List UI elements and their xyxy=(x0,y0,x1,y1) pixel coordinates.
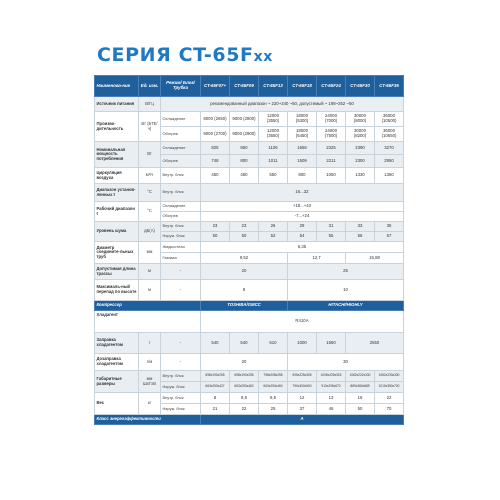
cell: 540 xyxy=(230,333,259,354)
cell: 663x253x427 xyxy=(201,382,230,393)
cell: 31 xyxy=(317,222,346,232)
header-model: CT-65F24 xyxy=(317,76,346,97)
row-mode: Охлаждение xyxy=(161,142,201,155)
cell: 748 xyxy=(201,155,230,168)
cell: 12000 (3550) xyxy=(259,112,288,127)
cell: 800 xyxy=(288,168,317,184)
cell: 798x208x255 xyxy=(259,371,288,382)
row-dimensions-in xyxy=(95,371,404,382)
compressor-label: Компрессор xyxy=(95,301,201,311)
cell: 22 xyxy=(375,393,404,404)
cell: 1330 xyxy=(346,168,375,184)
energy-value: A xyxy=(201,415,404,425)
compressor-value: HITACHI/HIGHLY xyxy=(288,301,404,311)
cell: 8 xyxy=(201,393,230,404)
cell: 1050 xyxy=(317,168,346,184)
cell: 450 xyxy=(201,168,230,184)
row-mode: Охлаждение xyxy=(161,202,201,212)
row-addcharge xyxy=(95,354,404,371)
cell: 1082x222x330 xyxy=(346,371,375,382)
row-refrigerant xyxy=(95,311,404,333)
cell: 2550 xyxy=(346,333,404,354)
cell: 2300 xyxy=(346,155,375,168)
cell: 33 xyxy=(346,222,375,232)
refrigerant-value: R410A xyxy=(201,311,404,333)
row-mode: Внутр. блок xyxy=(161,393,201,404)
cell: 663x253x460 xyxy=(259,382,288,393)
row-pipelen xyxy=(95,264,404,280)
row-mode: Внутр. блок xyxy=(161,184,201,202)
cell: 2325 xyxy=(317,142,346,155)
cell: 18000 (5450) xyxy=(288,127,317,142)
row-label: Допустимая длина трассы xyxy=(95,264,139,280)
row-label: Номинальная мощность потребления xyxy=(95,142,139,168)
cell: 36 xyxy=(375,222,404,232)
cell: 9,5 xyxy=(259,393,288,404)
row-unit: °С xyxy=(139,202,161,222)
pipelen-value: 25 xyxy=(288,264,404,280)
addcharge-value: 30 xyxy=(288,354,404,371)
row-weight-in xyxy=(95,393,404,404)
cell: 24000 (7500) xyxy=(317,127,346,142)
cell: 30000 (8000) xyxy=(346,112,375,127)
table-header xyxy=(95,76,404,97)
refrigerant-label: Хладагент xyxy=(95,311,201,333)
cell: 905x225x305 xyxy=(288,371,317,382)
cell: 550 xyxy=(259,168,288,184)
row-mode: - xyxy=(161,280,201,301)
row-pipes-liquid xyxy=(95,242,404,253)
cell: 2211 xyxy=(317,155,346,168)
cell: 1350 xyxy=(375,168,404,184)
row-capacity-cool xyxy=(95,112,404,127)
cell: 860 xyxy=(230,142,259,155)
row-mode: Наруж. блок xyxy=(161,404,201,415)
cell: 825 xyxy=(201,142,230,155)
cell: 37 xyxy=(288,404,317,415)
row-label: Габаритные размеры xyxy=(95,371,139,393)
row-label: Уровень шума xyxy=(95,222,139,242)
row-mode: Газовая xyxy=(161,253,201,264)
row-unit: кг xyxy=(139,393,161,415)
row-energy xyxy=(95,415,404,425)
header-unit: Ед. изм. xyxy=(139,76,161,97)
cell: 663x253x460 xyxy=(230,382,259,393)
setrange-value: 16...32 xyxy=(201,184,404,202)
cell: 2390 xyxy=(346,142,375,155)
row-label: Произво-дительность xyxy=(95,112,139,142)
cell: 46 xyxy=(317,404,346,415)
pipes-liquid-value: 6,35 xyxy=(201,242,404,253)
cell: 70 xyxy=(375,404,404,415)
pipes-gas-value: 12,7 xyxy=(288,253,346,264)
cell: 18000 (5300) xyxy=(288,112,317,127)
cell: 910x295x670 xyxy=(317,382,346,393)
row-workrange-cool xyxy=(95,202,404,212)
row-unit: Вт (БТЕ/ч) xyxy=(139,112,161,142)
spec-table xyxy=(94,75,404,425)
compressor-value: TOSHIBA/GMCC xyxy=(201,301,288,311)
cell: 12 xyxy=(288,393,317,404)
page-title: СЕРИЯ CT-65Fxx xyxy=(97,44,273,66)
row-unit: мм xyxy=(139,242,161,264)
row-label: Вес xyxy=(95,393,139,415)
row-mode: - xyxy=(161,264,201,280)
cell: 23 xyxy=(230,222,259,232)
header-model: CT-65F09 xyxy=(230,76,259,97)
header-model: CT-65F07+ xyxy=(201,76,230,97)
cell: 1005x225x315 xyxy=(317,371,346,382)
row-label: Дозаправка хладагентом xyxy=(95,354,139,371)
cell: 800 xyxy=(230,155,259,168)
cell: 9000 (2700) xyxy=(201,127,230,142)
row-label: Источник питания xyxy=(95,97,139,112)
cell: 889x380x685 xyxy=(346,382,375,393)
cell: 22 xyxy=(230,404,259,415)
row-airflow xyxy=(95,168,404,184)
cell: 2950 xyxy=(375,155,404,168)
row-consumption-cool xyxy=(95,142,404,155)
height-value: 10 xyxy=(288,280,404,301)
cell: 50 xyxy=(346,404,375,415)
cell: 13 xyxy=(317,393,346,404)
row-setrange xyxy=(95,184,404,202)
header-name: Наименова-ние xyxy=(95,76,139,97)
cell: 698x190x255 xyxy=(201,371,230,382)
row-label: Максималь-ный перепад по высоте xyxy=(95,280,139,301)
workrange-heat-value: -7...+24 xyxy=(201,212,404,222)
row-mode: Внутр. блок xyxy=(161,222,201,232)
cell: 540 xyxy=(201,333,230,354)
cell: 30000 (8200) xyxy=(346,127,375,142)
energy-label: Класс энергоэффективности xyxy=(95,415,201,425)
cell: 610 xyxy=(259,333,288,354)
cell: 55 xyxy=(317,232,346,242)
cell: 24000 (7000) xyxy=(317,112,346,127)
cell: 1509 xyxy=(288,155,317,168)
cell: 29 xyxy=(288,222,317,232)
row-mode: Наруж. блок xyxy=(161,382,201,393)
pipelen-value: 20 xyxy=(201,264,288,280)
row-label: Диапазон установ-ленных t xyxy=(95,184,139,202)
row-mode: Жидкостная xyxy=(161,242,201,253)
row-mode: Обогрев xyxy=(161,127,201,142)
cell: 56 xyxy=(346,232,375,242)
pipes-gas-value: 15,88 xyxy=(346,253,404,264)
cell: 36000 (10500) xyxy=(375,112,404,127)
cell: 1082x233x330 xyxy=(375,371,404,382)
cell: 23 xyxy=(201,222,230,232)
row-unit: °С xyxy=(139,184,161,202)
pipes-gas-value: 9,52 xyxy=(201,253,288,264)
cell: 57 xyxy=(375,232,404,242)
row-unit: г xyxy=(139,333,161,354)
row-mode: - xyxy=(161,333,201,354)
cell: 698x190x255 xyxy=(230,371,259,382)
cell: 8,5 xyxy=(230,393,259,404)
row-unit: дБ(А) xyxy=(139,222,161,242)
row-unit: м³/ч xyxy=(139,168,161,184)
row-mode: Наруж. блок xyxy=(161,232,201,242)
cell: 50 xyxy=(230,232,259,242)
cell: 1560 xyxy=(317,333,346,354)
power-value: рекомендованный диапазон ~ 220~240 ~50, допустимый ~ 198~252 ~50 xyxy=(161,97,404,112)
row-charge xyxy=(95,333,404,354)
header-model: CT-65F18 xyxy=(288,76,317,97)
cell: 21 xyxy=(201,404,230,415)
row-mode: Внутр. блок xyxy=(161,168,201,184)
row-label: Рабочий диапазон t xyxy=(95,202,139,222)
cell: 54 xyxy=(288,232,317,242)
row-unit: м xyxy=(139,264,161,280)
cell: 52 xyxy=(259,232,288,242)
cell: 36000 (10650) xyxy=(375,127,404,142)
row-mode: Обогрев xyxy=(161,155,201,168)
row-mode: Охлаждение xyxy=(161,112,201,127)
row-mode: Внутр. блок xyxy=(161,371,201,382)
cell: 25 xyxy=(259,404,288,415)
addcharge-value: 20 xyxy=(201,354,288,371)
cell: 1010x350x700 xyxy=(375,382,404,393)
header-model: CT-65F12 xyxy=(259,76,288,97)
row-power xyxy=(95,97,404,112)
row-unit: Вт xyxy=(139,142,161,168)
header-mode: Режим/ Блок/ Трубка xyxy=(161,76,201,97)
cell: 1000 xyxy=(288,333,317,354)
cell: 26 xyxy=(259,222,288,232)
row-compressor xyxy=(95,301,404,311)
cell: 1011 xyxy=(259,155,288,168)
row-height xyxy=(95,280,404,301)
row-label: Циркуляция воздуха xyxy=(95,168,139,184)
cell: 9000 (2650) xyxy=(201,112,230,127)
row-unit: В/Гц xyxy=(139,97,161,112)
header-model: CT-65F36 xyxy=(375,76,404,97)
row-unit: мм ШхГхВ xyxy=(139,371,161,393)
cell: 16 xyxy=(346,393,375,404)
header-model: CT-65F30 xyxy=(346,76,375,97)
cell: 12000 (3650) xyxy=(259,127,288,142)
cell: 1106 xyxy=(259,142,288,155)
cell: 480 xyxy=(230,168,259,184)
cell: 50 xyxy=(201,232,230,242)
cell: 790x300x500 xyxy=(288,382,317,393)
row-label: Заправка хладагентом xyxy=(95,333,139,354)
cell: 9000 (2800) xyxy=(230,112,259,127)
height-value: 8 xyxy=(201,280,288,301)
row-label: Диаметр соедините-льных труб xyxy=(95,242,139,264)
cell: 9000 (2900) xyxy=(230,127,259,142)
row-mode: - xyxy=(161,354,201,371)
row-unit: м xyxy=(139,280,161,301)
cell: 1656 xyxy=(288,142,317,155)
row-unit: г/м xyxy=(139,354,161,371)
cell: 3270 xyxy=(375,142,404,155)
row-noise-in xyxy=(95,222,404,232)
row-mode: Обогрев xyxy=(161,212,201,222)
workrange-cool-value: +18...+43 xyxy=(201,202,404,212)
